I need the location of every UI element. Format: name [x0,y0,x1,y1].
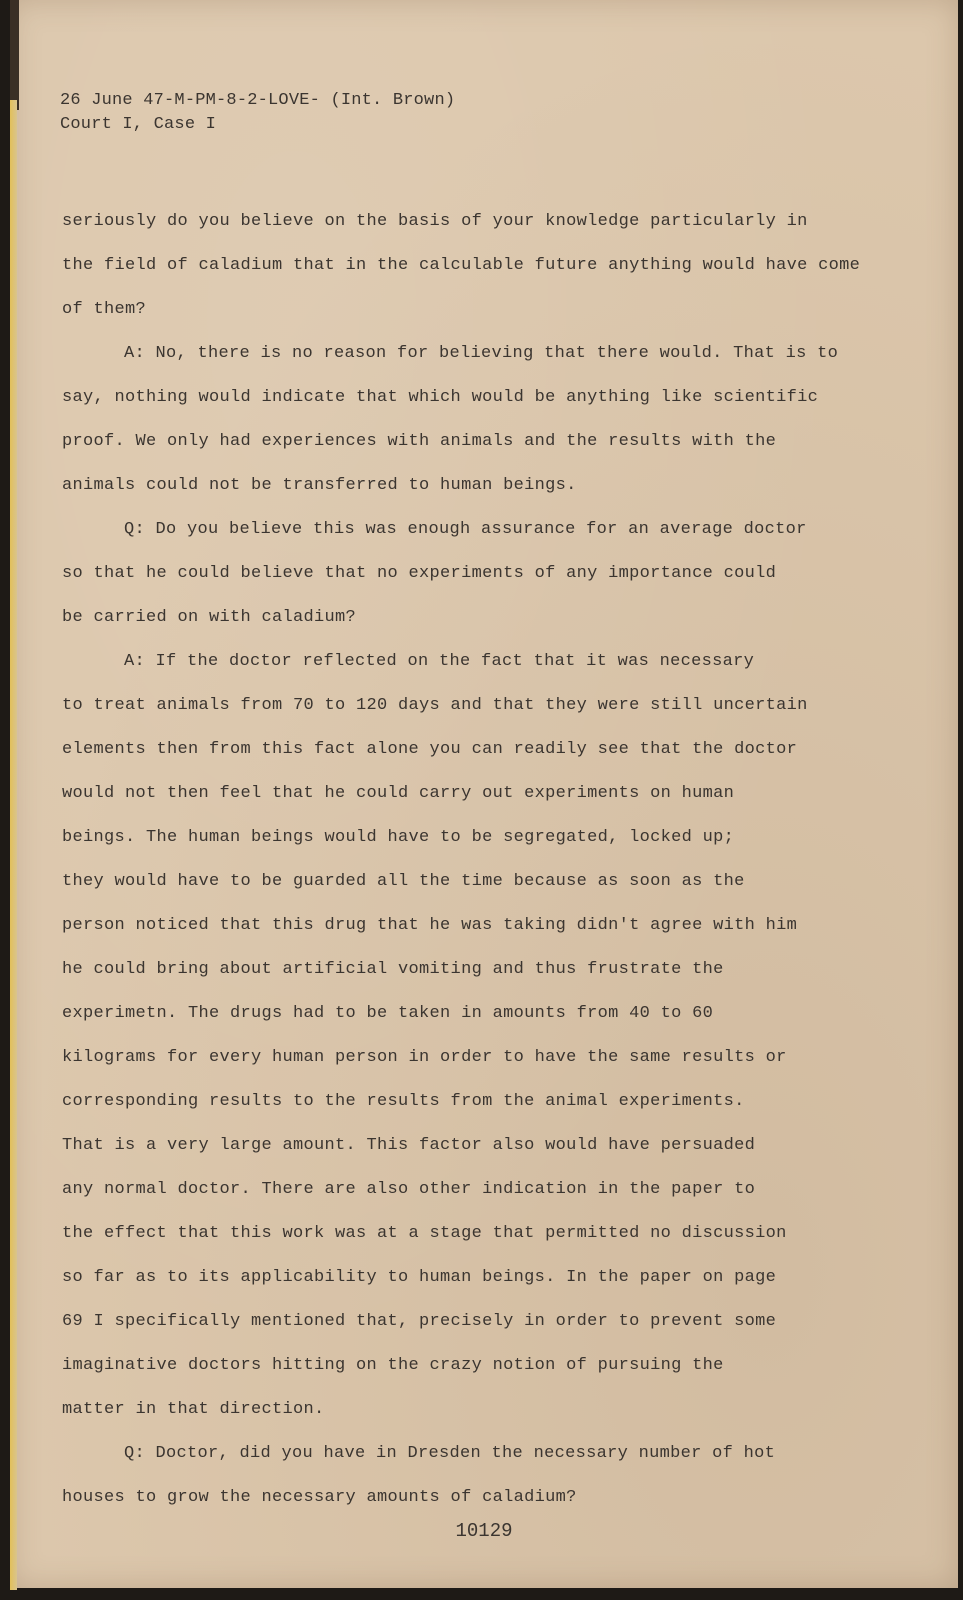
document-page [10,0,958,1588]
transcript-line: be carried on with caladium? [62,608,357,627]
transcript-line: seriously do you believe on the basis of your knowledge particularly in [62,212,808,231]
transcript-line: matter in that direction. [62,1400,325,1419]
transcript-line: of them? [62,300,147,319]
transcript-line: person noticed that this drug that he was taking didn't agree with him [62,916,798,935]
transcript-line: beings. The human beings would have to be segregated, locked up; [62,828,735,847]
transcript-line: corresponding results to the results from the animal experiments. [62,1092,745,1111]
transcript-line: so far as to its applicability to human beings. In the paper on page [62,1268,777,1287]
transcript-line: imaginative doctors hitting on the crazy notion of pursuing the [62,1356,724,1375]
transcript-question-line: Q: Do you believe this was enough assurance for an average doctor [124,520,807,539]
header-docket-line: 26 June 47-M-PM-8-2-LOVE- (Int. Brown) [60,91,456,110]
transcript-question-line: Q: Doctor, did you have in Dresden the necessary number of hot [124,1444,776,1463]
transcript-line: any normal doctor. There are also other indication in the paper to [62,1180,756,1199]
header-court-line: Court I, Case I [60,115,217,134]
transcript-answer-line: A: No, there is no reason for believing that there would. That is to [124,344,839,363]
transcript-line: the field of caladium that in the calculable future anything would have come [62,256,861,275]
transcript-body [62,210,942,1530]
transcript-line: elements then from this fact alone you can readily see that the doctor [62,740,798,759]
transcript-line: the effect that this work was at a stage that permitted no discussion [62,1224,787,1243]
page-number: 10129 [455,1520,513,1542]
transcript-line: so that he could believe that no experiments of any importance could [62,564,777,583]
transcript-line: houses to grow the necessary amounts of caladium? [62,1488,577,1507]
transcript-line: would not then feel that he could carry out experiments on human [62,784,735,803]
transcript-line: they would have to be guarded all the time because as soon as the [62,872,745,891]
page-edge-stain [10,100,17,1590]
transcript-line: to treat animals from 70 to 120 days and that they were still uncertain [62,696,808,715]
transcript-line: 69 I specifically mentioned that, precisely in order to prevent some [62,1312,777,1331]
transcript-line: kilograms for every human person in order to have the same results or [62,1048,787,1067]
transcript-line: animals could not be transferred to human beings. [62,476,577,495]
transcript-line: say, nothing would indicate that which would be anything like scientific [62,388,819,407]
transcript-line: That is a very large amount. This factor also would have persuaded [62,1136,756,1155]
transcript-answer-line: A: If the doctor reflected on the fact that it was necessary [124,652,755,671]
transcript-line: experimetn. The drugs had to be taken in amounts from 40 to 60 [62,1004,714,1023]
transcript-line: proof. We only had experiences with animals and the results with the [62,432,777,451]
page-edge-shadow [10,0,19,110]
transcript-line: he could bring about artificial vomiting and thus frustrate the [62,960,724,979]
